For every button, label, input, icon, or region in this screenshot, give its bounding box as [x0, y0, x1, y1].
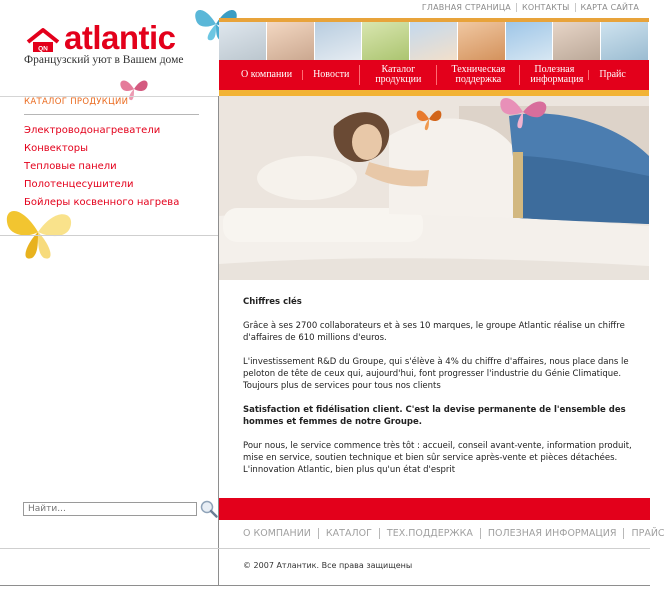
hero-image: [219, 96, 649, 280]
footer-link-catalog[interactable]: КАТАЛОГ: [318, 528, 379, 539]
article-paragraph: Pour nous, le service commence très tôt : accueil, conseil avant-vente, information produit, mise en service, soutien technique et bien sûr service après-vente et pièces détachées. L'innovation Atlantic, bien plus qu'un état d'esprit: [243, 441, 632, 475]
logo[interactable]: [24, 19, 199, 74]
main-nav: [219, 60, 649, 96]
footer-link-price[interactable]: ПРАЙС: [623, 528, 671, 539]
butterfly-icon: [415, 106, 443, 132]
catalog-list: [24, 122, 179, 212]
nav-catalog[interactable]: Каталог продукции: [359, 65, 436, 85]
house-icon: [26, 28, 60, 54]
divider: [0, 235, 219, 236]
brand-tagline: Французский уют в Вашем доме: [24, 54, 184, 66]
nav-about[interactable]: О компании: [241, 69, 293, 80]
divider: [24, 114, 199, 115]
catalog-item-heat-panels[interactable]: Тепловые панели: [24, 161, 117, 172]
footer-nav: [243, 528, 672, 539]
search-input[interactable]: [23, 502, 197, 516]
divider: [0, 585, 650, 586]
catalog-item-convectors[interactable]: Конвекторы: [24, 143, 89, 154]
footer-link-tech-support[interactable]: ТЕХ.ПОДДЕРЖКА: [379, 528, 480, 539]
footer-link-about[interactable]: О КОМПАНИИ: [243, 528, 311, 539]
nav-price[interactable]: Прайс: [588, 70, 635, 80]
nav-tech-support[interactable]: Техническая поддержка: [436, 65, 519, 85]
article: [243, 296, 635, 488]
catalog-item-indirect-boilers[interactable]: Бойлеры косвенного нагрева: [24, 197, 180, 208]
divider: [219, 548, 650, 549]
catalog-item-water-heaters[interactable]: Электроводонагреватели: [24, 125, 161, 136]
nav-useful-info[interactable]: Полезная информация: [519, 65, 588, 85]
util-link-contacts[interactable]: КОНТАКТЫ: [516, 3, 575, 12]
article-paragraph: L'investissement R&D du Groupe, qui s'élève à 4% du chiffre d'affaires, nous place dans le peloton de tête de ceux qui, aujourd'hui, font progresser l'industrie du Génie Climatique. Toujours plus de services pour tous nos clients: [243, 357, 629, 391]
catalog-title: КАТАЛОГ ПРОДУКЦИИ: [24, 97, 129, 107]
catalog-item-towel-dryers[interactable]: Полотенцесушители: [24, 179, 134, 190]
nav-news[interactable]: Новости: [302, 70, 359, 80]
svg-text:QN: QN: [38, 45, 48, 53]
article-paragraph: Grâce à ses 2700 collaborateurs et à ses 10 marques, le groupe Atlantic réalise un chiffre d'affaires de 610 millions d'euros.: [243, 321, 625, 343]
divider: [0, 548, 219, 549]
search-icon[interactable]: [200, 500, 218, 518]
copyright: © 2007 Атлантик. Все права защищены: [243, 561, 413, 570]
photo-strip: [219, 18, 649, 64]
article-heading: Chiffres clés: [243, 297, 302, 307]
util-link-home[interactable]: ГЛАВНАЯ СТРАНИЦА: [421, 2, 511, 12]
utility-nav: [417, 0, 644, 14]
footer-band: [219, 498, 650, 520]
util-link-sitemap[interactable]: КАРТА САЙТА: [575, 3, 644, 12]
butterfly-icon: [493, 92, 553, 132]
brand-name: atlantic: [64, 19, 176, 56]
footer-link-useful-info[interactable]: ПОЛЕЗНАЯ ИНФОРМАЦИЯ: [480, 528, 624, 539]
article-highlight: Satisfaction et fidélisation client. C'est la devise permanente de l'ensemble des hommes et femmes de notre Groupe.: [243, 405, 626, 427]
